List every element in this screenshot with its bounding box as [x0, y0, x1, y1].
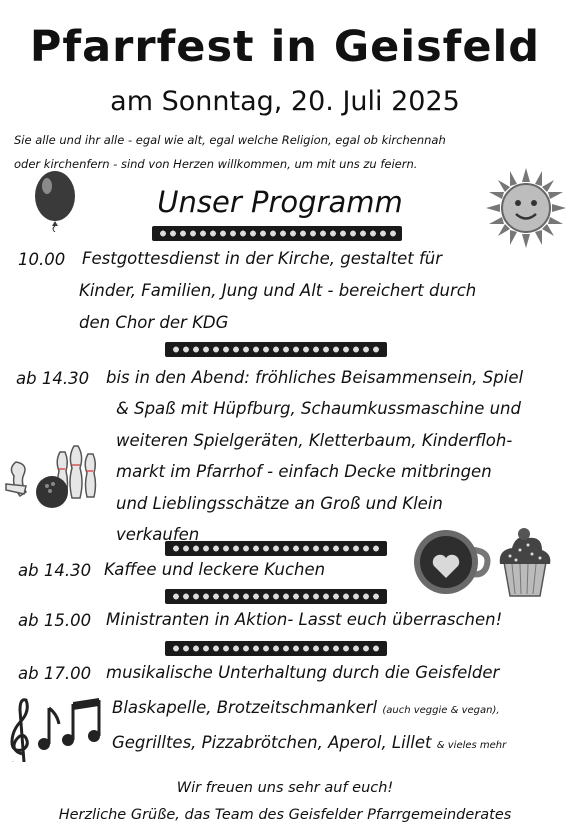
page-title: Pfarrfest in Geisfeld	[29, 22, 541, 72]
program-item-1-text-cont	[79, 275, 559, 338]
program-item-1-text	[82, 243, 562, 275]
divider	[165, 641, 387, 656]
intro-line-1: Sie alle und ihr alle - egal wie alt, egal welche Religion, egal ob kirchennah	[14, 133, 446, 147]
event-date: am Sonntag, 20. Juli 2025	[110, 86, 460, 117]
cupcake-icon	[496, 526, 554, 598]
program-item-4-line1: Ministranten in Aktion- Lasst euch überraschen!	[106, 610, 503, 629]
program-item-1-time: 10.00	[18, 250, 66, 269]
program-item-3-time: ab 14.30	[18, 561, 92, 580]
program-item-2-line1: bis in den Abend: fröhliches Beisammensein, Spiel	[106, 368, 524, 387]
divider	[152, 226, 402, 241]
program-item-5-time: ab 17.00	[18, 664, 92, 683]
program-item-3-line1: Kaffee und leckere Kuchen	[104, 560, 326, 579]
program-item-5-line3	[112, 727, 568, 762]
divider	[165, 589, 387, 604]
program-item-5-line2-main: Blaskapelle, Brotzeitschmankerl	[112, 698, 378, 717]
balloon-icon	[30, 170, 82, 232]
program-item-1-line3: den Chor der KDG	[79, 312, 229, 332]
program-item-4-time: ab 15.00	[18, 611, 92, 630]
program-item-5-line3-note: & vieles mehr	[436, 740, 507, 751]
program-item-1-line1: Festgottesdienst in der Kirche, gestaltet für	[82, 249, 443, 268]
closing-line-1: Wir freuen uns sehr auf euch!	[176, 780, 394, 796]
program-item-5-line2	[112, 692, 568, 727]
divider	[165, 342, 387, 357]
intro-text	[14, 128, 562, 176]
program-item-2-line2: & Spaß mit Hüpfburg, Schaumkussmaschine und	[116, 399, 521, 418]
program-item-5-line2-note: (auch veggie & vegan),	[382, 705, 500, 716]
coffee-icon	[408, 528, 498, 598]
program-item-2-line5: und Lieblingsschätze an Groß und Klein	[116, 493, 443, 513]
program-heading: Unser Programm	[157, 185, 403, 219]
program-item-1-line2: Kinder, Familien, Jung und Alt - bereichert durch	[79, 281, 477, 300]
music-notes-icon	[8, 694, 112, 762]
closing-line-2: Herzliche Grüße, das Team des Geisfelder Pfarrgemeinderates	[58, 807, 512, 823]
sun-icon	[486, 168, 566, 248]
program-item-2-time: ab 14.30	[16, 369, 90, 388]
program-item-2-line6: verkaufen	[116, 525, 200, 544]
program-item-2-line4: markt im Pfarrhof - einfach Decke mitbringen	[116, 462, 492, 481]
program-item-5-line3-main: Gegrilltes, Pizzabrötchen, Aperol, Lillet	[112, 733, 432, 752]
bowling-icon	[4, 440, 108, 512]
intro-line-2: oder kirchenfern - sind von Herzen willkommen, um mit uns zu feiern.	[14, 157, 418, 171]
program-item-5-line1: musikalische Unterhaltung durch die Geisfelder	[106, 663, 500, 682]
program-item-2-line3: weiteren Spielgeräten, Kletterbaum, Kinderfloh-	[116, 430, 513, 450]
